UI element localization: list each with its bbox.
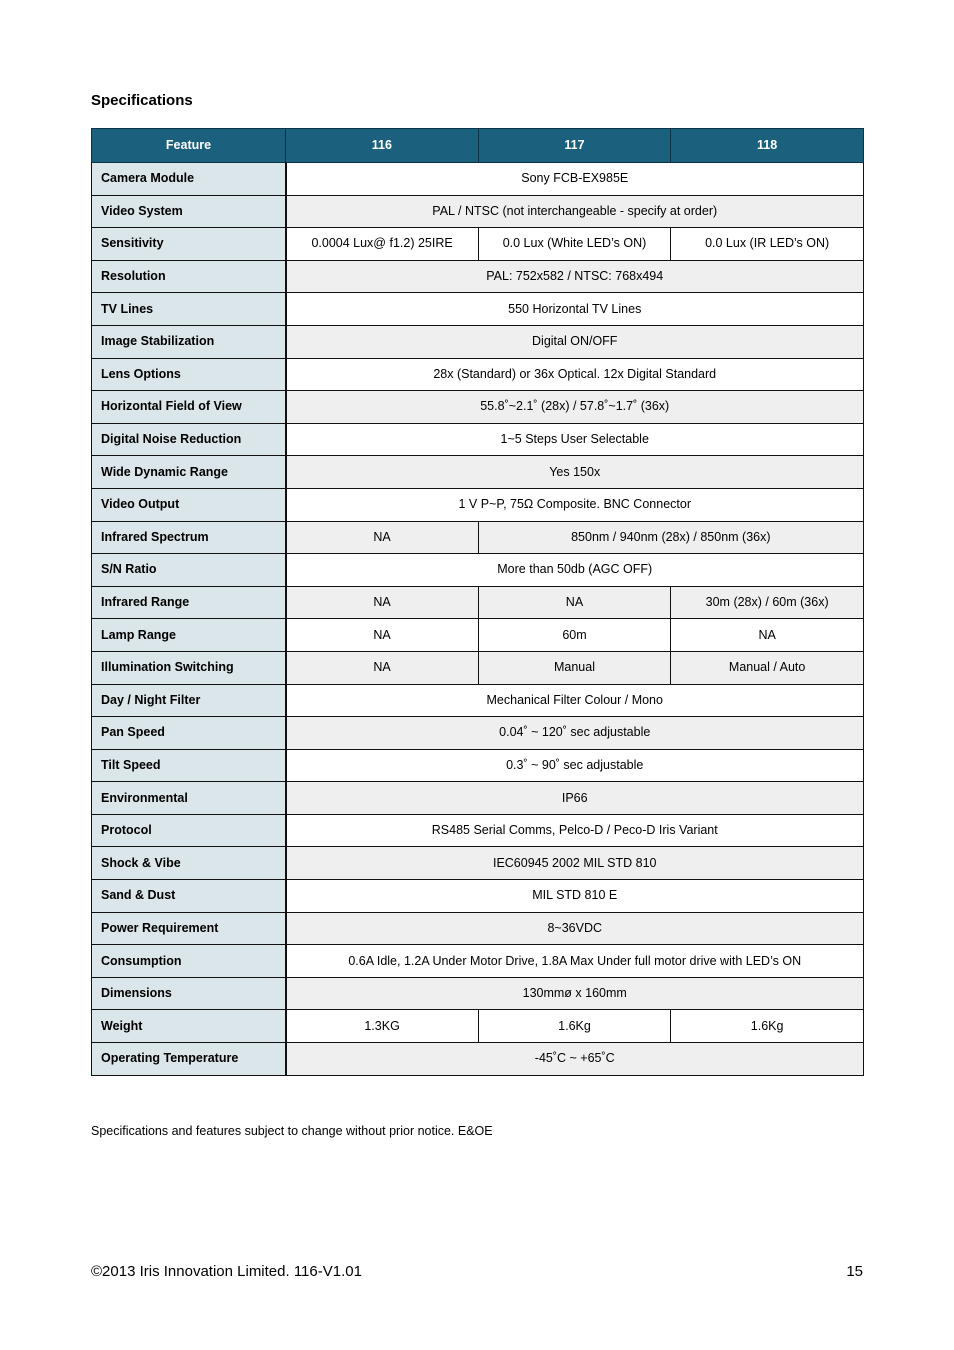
- feature-label: Protocol: [92, 814, 286, 847]
- spec-value: MIL STD 810 E: [286, 880, 864, 913]
- spec-value: IEC60945 2002 MIL STD 810: [286, 847, 864, 880]
- header-feature: Feature: [92, 129, 286, 163]
- spec-value: RS485 Serial Comms, Pelco-D / Peco-D Iris Variant: [286, 814, 864, 847]
- spec-value: 28x (Standard) or 36x Optical. 12x Digital Standard: [286, 358, 864, 391]
- table-row: [92, 358, 864, 391]
- spec-value-118: 0.0 Lux (IR LED’s ON): [671, 228, 864, 261]
- spec-value: 55.8˚~2.1˚ (28x) / 57.8˚~1.7˚ (36x): [286, 391, 864, 424]
- feature-label: Video System: [92, 195, 286, 228]
- feature-label: Shock & Vibe: [92, 847, 286, 880]
- feature-label: Dimensions: [92, 977, 286, 1010]
- spec-value-117: 1.6Kg: [478, 1010, 671, 1043]
- spec-value-117: 0.0 Lux (White LED’s ON): [478, 228, 671, 261]
- table-header-row: [92, 129, 864, 163]
- feature-label: Video Output: [92, 488, 286, 521]
- table-row: [92, 977, 864, 1010]
- table-row: [92, 880, 864, 913]
- table-row: [92, 717, 864, 750]
- footer-copyright: ©2013 Iris Innovation Limited. 116-V1.01: [91, 1263, 362, 1280]
- spec-value: 0.6A Idle, 1.2A Under Motor Drive, 1.8A Max Under full motor drive with LED’s ON: [286, 945, 864, 978]
- feature-label: Sensitivity: [92, 228, 286, 261]
- feature-label: Consumption: [92, 945, 286, 978]
- feature-label: Power Requirement: [92, 912, 286, 945]
- feature-label: Illumination Switching: [92, 651, 286, 684]
- table-row: [92, 391, 864, 424]
- feature-label: Resolution: [92, 260, 286, 293]
- specifications-table: [91, 128, 864, 1076]
- table-row: [92, 163, 864, 196]
- disclaimer-note: Specifications and features subject to change without prior notice. E&OE: [91, 1124, 493, 1138]
- page-number: 15: [846, 1263, 863, 1280]
- spec-value-116: 0.0004 Lux@ f1.2) 25IRE: [286, 228, 479, 261]
- spec-value: 130mmø x 160mm: [286, 977, 864, 1010]
- feature-label: Digital Noise Reduction: [92, 423, 286, 456]
- feature-label: Infrared Spectrum: [92, 521, 286, 554]
- table-row: [92, 423, 864, 456]
- spec-value-116: 1.3KG: [286, 1010, 479, 1043]
- feature-label: Infrared Range: [92, 586, 286, 619]
- spec-value: More than 50db (AGC OFF): [286, 554, 864, 587]
- table-row: [92, 651, 864, 684]
- spec-value-116: NA: [286, 586, 479, 619]
- header-model-117: 117: [478, 129, 671, 163]
- spec-value-118: 30m (28x) / 60m (36x): [671, 586, 864, 619]
- spec-value: 550 Horizontal TV Lines: [286, 293, 864, 326]
- table-row: [92, 1010, 864, 1043]
- table-row: [92, 749, 864, 782]
- spec-value: 8~36VDC: [286, 912, 864, 945]
- feature-label: Day / Night Filter: [92, 684, 286, 717]
- table-row: [92, 488, 864, 521]
- spec-value-116: NA: [286, 619, 479, 652]
- feature-label: Wide Dynamic Range: [92, 456, 286, 489]
- spec-value: 0.04˚ ~ 120˚ sec adjustable: [286, 717, 864, 750]
- table-row: [92, 945, 864, 978]
- feature-label: Image Stabilization: [92, 325, 286, 358]
- table-row: [92, 782, 864, 815]
- spec-value-117: NA: [478, 586, 671, 619]
- feature-label: Sand & Dust: [92, 880, 286, 913]
- spec-value-116: NA: [286, 521, 479, 554]
- table-row: [92, 847, 864, 880]
- spec-value: 1~5 Steps User Selectable: [286, 423, 864, 456]
- spec-value-117: Manual: [478, 651, 671, 684]
- feature-label: Lens Options: [92, 358, 286, 391]
- table-row: [92, 325, 864, 358]
- spec-value-118: NA: [671, 619, 864, 652]
- table-row: [92, 554, 864, 587]
- table-row: [92, 521, 864, 554]
- spec-value: PAL / NTSC (not interchangeable - specify at order): [286, 195, 864, 228]
- page-title: Specifications: [91, 92, 193, 109]
- table-row: [92, 228, 864, 261]
- feature-label: Weight: [92, 1010, 286, 1043]
- feature-label: Pan Speed: [92, 717, 286, 750]
- spec-value: Digital ON/OFF: [286, 325, 864, 358]
- table-row: [92, 684, 864, 717]
- spec-value: -45˚C ~ +65˚C: [286, 1043, 864, 1076]
- spec-value: Sony FCB-EX985E: [286, 163, 864, 196]
- feature-label: TV Lines: [92, 293, 286, 326]
- spec-value: IP66: [286, 782, 864, 815]
- spec-value-118: Manual / Auto: [671, 651, 864, 684]
- feature-label: Lamp Range: [92, 619, 286, 652]
- spec-value: 0.3˚ ~ 90˚ sec adjustable: [286, 749, 864, 782]
- header-model-118: 118: [671, 129, 864, 163]
- table-row: [92, 456, 864, 489]
- table-row: [92, 1043, 864, 1076]
- spec-value: Yes 150x: [286, 456, 864, 489]
- feature-label: Operating Temperature: [92, 1043, 286, 1076]
- header-model-116: 116: [286, 129, 479, 163]
- spec-value: PAL: 752x582 / NTSC: 768x494: [286, 260, 864, 293]
- table-row: [92, 293, 864, 326]
- spec-value: 1 V P~P, 75Ω Composite. BNC Connector: [286, 488, 864, 521]
- table-row: [92, 260, 864, 293]
- feature-label: Environmental: [92, 782, 286, 815]
- spec-value-118: 1.6Kg: [671, 1010, 864, 1043]
- feature-label: Camera Module: [92, 163, 286, 196]
- spec-value-117-118: 850nm / 940nm (28x) / 850nm (36x): [478, 521, 863, 554]
- spec-value-117: 60m: [478, 619, 671, 652]
- spec-value-116: NA: [286, 651, 479, 684]
- feature-label: Tilt Speed: [92, 749, 286, 782]
- feature-label: Horizontal Field of View: [92, 391, 286, 424]
- table-row: [92, 586, 864, 619]
- table-row: [92, 814, 864, 847]
- table-row: [92, 195, 864, 228]
- table-row: [92, 912, 864, 945]
- feature-label: S/N Ratio: [92, 554, 286, 587]
- spec-value: Mechanical Filter Colour / Mono: [286, 684, 864, 717]
- table-row: [92, 619, 864, 652]
